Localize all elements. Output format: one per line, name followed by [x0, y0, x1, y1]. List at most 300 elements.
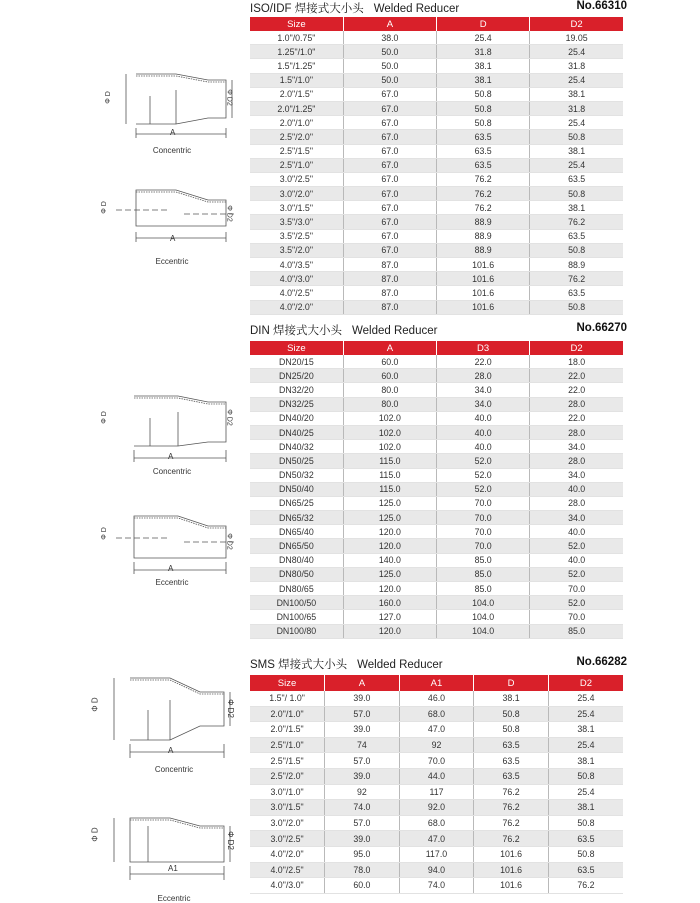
column-header: A	[343, 341, 436, 355]
table-row	[250, 784, 623, 800]
table-row	[250, 496, 623, 510]
table-cell: 70.0	[530, 610, 623, 624]
table-cell: 38.1	[474, 691, 549, 706]
table-row	[250, 144, 623, 158]
table-cell: 67.0	[343, 144, 436, 158]
table-cell: 52.0	[530, 567, 623, 581]
table-cell: 40.0	[437, 411, 530, 425]
sms-eccentric-drawing	[88, 806, 248, 886]
table-row	[250, 286, 623, 300]
table-cell: 101.6	[437, 258, 530, 272]
table-row	[250, 768, 623, 784]
table-cell: 115.0	[343, 454, 436, 468]
table-cell: 102.0	[343, 440, 436, 454]
table-cell: DN50/32	[250, 468, 343, 482]
isoidf-title-en: Welded Reducer	[373, 3, 460, 15]
isoidf-eccentric-caption: Eccentric	[155, 257, 189, 266]
table-cell: 40.0	[437, 425, 530, 439]
table-cell: 25.4	[548, 784, 623, 800]
table-cell: 50.8	[530, 300, 623, 314]
table-cell: 76.2	[530, 215, 623, 229]
table-cell: 67.0	[343, 158, 436, 172]
table-row	[250, 158, 623, 172]
table-cell: 63.5	[474, 737, 549, 753]
isoidf-concentric-a-label: A	[170, 128, 176, 137]
column-header: D2	[548, 675, 623, 691]
table-cell: DN80/50	[250, 567, 343, 581]
table-cell: 63.5	[437, 144, 530, 158]
table-cell: 40.0	[530, 553, 623, 567]
table-cell: 31.8	[437, 45, 530, 59]
table-cell: 88.9	[530, 258, 623, 272]
table-cell: 2.5"/1.5"	[250, 144, 343, 158]
isoidf-product-code: No.66310	[576, 0, 627, 12]
din-eccentric-a-label: A	[168, 564, 174, 573]
table-cell: 60.0	[325, 878, 400, 894]
table-cell: 125.0	[343, 567, 436, 581]
sms-eccentric-caption: Eccentric	[157, 894, 191, 903]
table-cell: 76.2	[474, 784, 549, 800]
table-row	[250, 454, 623, 468]
table-cell: 67.0	[343, 172, 436, 186]
table-cell: 76.2	[437, 201, 530, 215]
din-eccentric-drawing	[98, 510, 238, 580]
table-cell: 120.0	[343, 582, 436, 596]
table-cell: 92	[325, 784, 400, 800]
table-cell: 50.0	[343, 73, 436, 87]
table-cell: 39.0	[325, 691, 400, 706]
table-cell: 70.0	[399, 753, 474, 769]
table-cell: 1.5"/1.25"	[250, 59, 343, 73]
table-cell: 34.0	[530, 468, 623, 482]
isoidf-title-cn: ISO/IDF 焊接式大小头	[250, 3, 364, 15]
din-eccentric-caption: Eccentric	[155, 578, 189, 587]
table-row	[250, 31, 623, 45]
table-cell: 38.1	[548, 800, 623, 816]
table-cell: 160.0	[343, 596, 436, 610]
din-section	[0, 322, 700, 642]
table-row	[250, 800, 623, 816]
table-cell: 28.0	[530, 397, 623, 411]
table-row	[250, 201, 623, 215]
table-cell: 50.8	[437, 116, 530, 130]
table-cell: 63.5	[474, 768, 549, 784]
table-cell: 50.8	[437, 87, 530, 101]
table-cell: 31.8	[530, 101, 623, 115]
table-cell: 46.0	[399, 691, 474, 706]
table-cell: 63.5	[530, 172, 623, 186]
table-cell: 4.0"/3.0"	[250, 272, 343, 286]
table-cell: 60.0	[343, 369, 436, 383]
table-cell: 74	[325, 737, 400, 753]
table-cell: 1.5"/ 1.0"	[250, 691, 325, 706]
column-header: D2	[530, 17, 623, 31]
table-cell: 25.4	[437, 31, 530, 45]
table-cell: 67.0	[343, 243, 436, 257]
table-cell: 47.0	[399, 831, 474, 847]
table-row	[250, 737, 623, 753]
table-cell: DN40/20	[250, 411, 343, 425]
table-cell: 2.5"/1.0"	[250, 737, 325, 753]
table-cell: 2.0"/1.0"	[250, 706, 325, 722]
table-cell: 28.0	[530, 425, 623, 439]
isoidf-spec-table	[250, 17, 623, 315]
table-cell: 22.0	[530, 369, 623, 383]
table-cell: 4.0"/2.5"	[250, 286, 343, 300]
table-cell: 18.0	[530, 355, 623, 369]
table-cell: 34.0	[530, 440, 623, 454]
table-row	[250, 243, 623, 257]
table-cell: DN100/65	[250, 610, 343, 624]
table-row	[250, 355, 623, 369]
table-cell: 70.0	[530, 582, 623, 596]
table-cell: 3.0"/2.0"	[250, 187, 343, 201]
table-cell: DN32/25	[250, 397, 343, 411]
table-header-row	[250, 675, 623, 691]
table-cell: 57.0	[325, 706, 400, 722]
table-row	[250, 815, 623, 831]
table-cell: 38.1	[530, 87, 623, 101]
table-cell: 104.0	[437, 624, 530, 638]
table-cell: 38.1	[437, 73, 530, 87]
table-cell: 3.5"/2.0"	[250, 243, 343, 257]
table-cell: 76.2	[437, 172, 530, 186]
table-cell: 101.6	[474, 862, 549, 878]
sms-eccentric-a-label: A1	[168, 864, 178, 873]
column-header: D	[474, 675, 549, 691]
table-cell: 117	[399, 784, 474, 800]
table-cell: 125.0	[343, 511, 436, 525]
table-cell: 38.1	[437, 59, 530, 73]
table-row	[250, 87, 623, 101]
table-cell: 25.4	[530, 45, 623, 59]
table-row	[250, 610, 623, 624]
table-cell: 85.0	[437, 553, 530, 567]
table-cell: 63.5	[437, 130, 530, 144]
table-cell: 102.0	[343, 425, 436, 439]
table-cell: 39.0	[325, 722, 400, 738]
table-row	[250, 846, 623, 862]
table-cell: 67.0	[343, 215, 436, 229]
table-cell: 74.0	[399, 878, 474, 894]
table-cell: 3.0"/2.5"	[250, 172, 343, 186]
table-cell: DN50/25	[250, 454, 343, 468]
table-cell: DN50/40	[250, 482, 343, 496]
sms-concentric-d-label: Φ D	[90, 697, 100, 712]
table-cell: DN40/32	[250, 440, 343, 454]
table-cell: 40.0	[530, 525, 623, 539]
table-row	[250, 172, 623, 186]
table-cell: 68.0	[399, 815, 474, 831]
table-cell: 31.8	[530, 59, 623, 73]
table-row	[250, 258, 623, 272]
sms-title-cn: SMS 焊接式大小头	[250, 659, 348, 671]
isoidf-concentric-d-label: Φ D	[104, 91, 112, 104]
table-cell: 2.5"/1.5"	[250, 753, 325, 769]
sms-title	[250, 656, 443, 672]
table-cell: 4.0"/3.0"	[250, 878, 325, 894]
column-header: D3	[437, 341, 530, 355]
table-row	[250, 511, 623, 525]
table-cell: 60.0	[343, 355, 436, 369]
table-row	[250, 187, 623, 201]
table-row	[250, 691, 623, 706]
sms-section	[0, 656, 700, 903]
table-cell: 52.0	[437, 468, 530, 482]
table-header-row	[250, 17, 623, 31]
table-cell: 4.0"/2.0"	[250, 300, 343, 314]
table-cell: 25.4	[548, 706, 623, 722]
table-row	[250, 101, 623, 115]
table-cell: 44.0	[399, 768, 474, 784]
table-row	[250, 722, 623, 738]
table-row	[250, 300, 623, 314]
table-cell: 125.0	[343, 496, 436, 510]
table-cell: 88.9	[437, 215, 530, 229]
table-cell: 25.4	[530, 158, 623, 172]
table-cell: 67.0	[343, 187, 436, 201]
table-row	[250, 440, 623, 454]
table-cell: 28.0	[530, 496, 623, 510]
table-cell: 68.0	[399, 706, 474, 722]
column-header: Size	[250, 675, 325, 691]
table-cell: 4.0"/2.5"	[250, 862, 325, 878]
sms-eccentric-d-label: Φ D	[90, 827, 100, 842]
table-cell: 120.0	[343, 624, 436, 638]
table-cell: 38.1	[548, 722, 623, 738]
table-cell: 70.0	[437, 525, 530, 539]
table-cell: 50.8	[474, 722, 549, 738]
table-row	[250, 567, 623, 581]
table-row	[250, 596, 623, 610]
table-cell: 50.8	[548, 768, 623, 784]
table-cell: 28.0	[437, 369, 530, 383]
din-concentric-d-label: Φ D	[100, 411, 108, 424]
table-row	[250, 878, 623, 894]
table-cell: 38.1	[530, 201, 623, 215]
table-cell: 52.0	[437, 454, 530, 468]
table-cell: 39.0	[325, 768, 400, 784]
isoidf-eccentric-a-label: A	[170, 234, 176, 243]
din-title-cn: DIN 焊接式大小头	[250, 325, 342, 337]
din-title-en: Welded Reducer	[352, 325, 438, 337]
table-cell: 39.0	[325, 831, 400, 847]
din-title	[250, 322, 437, 338]
table-cell: 4.0"/2.0"	[250, 846, 325, 862]
table-cell: 50.8	[530, 130, 623, 144]
table-row	[250, 468, 623, 482]
column-header: A	[325, 675, 400, 691]
table-cell: 2.0"/1.25"	[250, 101, 343, 115]
table-cell: DN65/32	[250, 511, 343, 525]
isoidf-concentric-caption: Concentric	[152, 146, 192, 155]
table-cell: 50.8	[474, 706, 549, 722]
table-cell: 76.2	[474, 815, 549, 831]
table-row	[250, 369, 623, 383]
table-cell: 88.9	[437, 229, 530, 243]
table-row	[250, 706, 623, 722]
column-header: D	[437, 17, 530, 31]
table-row	[250, 215, 623, 229]
table-cell: 34.0	[437, 383, 530, 397]
sms-eccentric-d2-label: Φ D2	[225, 831, 235, 850]
table-cell: 63.5	[548, 831, 623, 847]
table-cell: 2.0"/1.5"	[250, 722, 325, 738]
table-cell: 52.0	[530, 596, 623, 610]
column-header: A1	[399, 675, 474, 691]
table-row	[250, 553, 623, 567]
table-cell: 2.0"/1.0"	[250, 116, 343, 130]
table-cell: 52.0	[437, 482, 530, 496]
table-cell: 50.8	[548, 815, 623, 831]
table-cell: 102.0	[343, 411, 436, 425]
table-cell: 38.1	[548, 753, 623, 769]
table-cell: 38.1	[530, 144, 623, 158]
table-cell: 88.9	[437, 243, 530, 257]
table-cell: 78.0	[325, 862, 400, 878]
table-cell: 120.0	[343, 539, 436, 553]
table-cell: 115.0	[343, 482, 436, 496]
table-cell: 22.0	[530, 411, 623, 425]
table-cell: 25.4	[548, 737, 623, 753]
table-cell: 3.0"/2.5"	[250, 831, 325, 847]
table-row	[250, 59, 623, 73]
table-cell: 101.6	[437, 300, 530, 314]
sms-concentric-caption: Concentric	[154, 765, 194, 774]
table-cell: 101.6	[474, 878, 549, 894]
table-cell: DN65/40	[250, 525, 343, 539]
sms-spec-table	[250, 675, 623, 894]
table-cell: 117.0	[399, 846, 474, 862]
isoidf-section	[0, 0, 700, 325]
table-cell: 25.4	[530, 73, 623, 87]
table-cell: 87.0	[343, 272, 436, 286]
table-row	[250, 397, 623, 411]
table-cell: 34.0	[530, 511, 623, 525]
table-cell: 3.0"/1.5"	[250, 201, 343, 215]
table-cell: 34.0	[437, 397, 530, 411]
isoidf-eccentric-drawing	[98, 188, 238, 248]
table-cell: 50.0	[343, 59, 436, 73]
table-row	[250, 425, 623, 439]
table-cell: 25.4	[548, 691, 623, 706]
table-cell: 22.0	[437, 355, 530, 369]
table-cell: 57.0	[325, 815, 400, 831]
table-row	[250, 482, 623, 496]
table-cell: 1.5"/1.0"	[250, 73, 343, 87]
table-cell: 104.0	[437, 596, 530, 610]
table-cell: 3.0"/1.0"	[250, 784, 325, 800]
table-cell: 67.0	[343, 229, 436, 243]
table-row	[250, 862, 623, 878]
table-row	[250, 411, 623, 425]
table-cell: 92.0	[399, 800, 474, 816]
table-row	[250, 753, 623, 769]
din-concentric-d2-label: Φ D2	[225, 409, 233, 426]
table-cell: 127.0	[343, 610, 436, 624]
table-cell: 94.0	[399, 862, 474, 878]
table-cell: 76.2	[474, 800, 549, 816]
table-cell: 4.0"/3.5"	[250, 258, 343, 272]
din-eccentric-d-label: Φ D	[100, 527, 108, 540]
table-cell: 50.8	[437, 101, 530, 115]
table-cell: 1.25"/1.0"	[250, 45, 343, 59]
din-spec-table	[250, 341, 623, 639]
table-cell: 80.0	[343, 397, 436, 411]
table-cell: 76.2	[474, 831, 549, 847]
table-cell: 63.5	[437, 158, 530, 172]
table-cell: DN32/20	[250, 383, 343, 397]
table-cell: 67.0	[343, 116, 436, 130]
table-cell: 67.0	[343, 130, 436, 144]
table-cell: 101.6	[437, 286, 530, 300]
sms-concentric-a-label: A	[168, 746, 174, 755]
table-row	[250, 272, 623, 286]
table-cell: 101.6	[437, 272, 530, 286]
table-cell: 87.0	[343, 300, 436, 314]
table-cell: 3.0"/2.0"	[250, 815, 325, 831]
table-header-row	[250, 341, 623, 355]
table-cell: 87.0	[343, 258, 436, 272]
table-cell: 76.2	[437, 187, 530, 201]
table-cell: 63.5	[548, 862, 623, 878]
table-cell: 70.0	[437, 511, 530, 525]
table-cell: DN40/25	[250, 425, 343, 439]
table-cell: 70.0	[437, 496, 530, 510]
table-cell: 52.0	[530, 539, 623, 553]
isoidf-eccentric-d2-label: Φ D2	[225, 205, 233, 222]
table-cell: 40.0	[530, 482, 623, 496]
table-cell: 67.0	[343, 201, 436, 215]
table-cell: 115.0	[343, 468, 436, 482]
table-cell: 22.0	[530, 383, 623, 397]
table-cell: DN65/25	[250, 496, 343, 510]
table-cell: 76.2	[548, 878, 623, 894]
isoidf-concentric-drawing	[98, 70, 238, 150]
table-cell: 50.8	[548, 846, 623, 862]
table-cell: 1.0"/0.75"	[250, 31, 343, 45]
din-concentric-a-label: A	[168, 452, 174, 461]
table-cell: 63.5	[530, 229, 623, 243]
table-cell: 3.5"/3.0"	[250, 215, 343, 229]
table-cell: 76.2	[530, 272, 623, 286]
isoidf-eccentric-d-label: Φ D	[100, 201, 108, 214]
table-cell: 63.5	[530, 286, 623, 300]
table-cell: 80.0	[343, 383, 436, 397]
table-cell: 50.0	[343, 45, 436, 59]
table-cell: 87.0	[343, 286, 436, 300]
table-row	[250, 624, 623, 638]
din-eccentric-d2-label: Φ D2	[225, 533, 233, 550]
table-row	[250, 130, 623, 144]
table-cell: 50.8	[530, 187, 623, 201]
table-row	[250, 831, 623, 847]
sms-product-code: No.66282	[576, 656, 627, 668]
table-cell: 67.0	[343, 101, 436, 115]
table-cell: 95.0	[325, 846, 400, 862]
sms-title-en: Welded Reducer	[357, 659, 443, 671]
sms-concentric-d2-label: Φ D2	[225, 699, 235, 718]
table-cell: 2.5"/2.0"	[250, 768, 325, 784]
table-cell: 28.0	[530, 454, 623, 468]
table-cell: 85.0	[437, 582, 530, 596]
table-cell: 70.0	[437, 539, 530, 553]
table-cell: DN100/80	[250, 624, 343, 638]
table-cell: DN80/65	[250, 582, 343, 596]
table-cell: 101.6	[474, 846, 549, 862]
isoidf-title	[250, 0, 459, 16]
table-row	[250, 525, 623, 539]
